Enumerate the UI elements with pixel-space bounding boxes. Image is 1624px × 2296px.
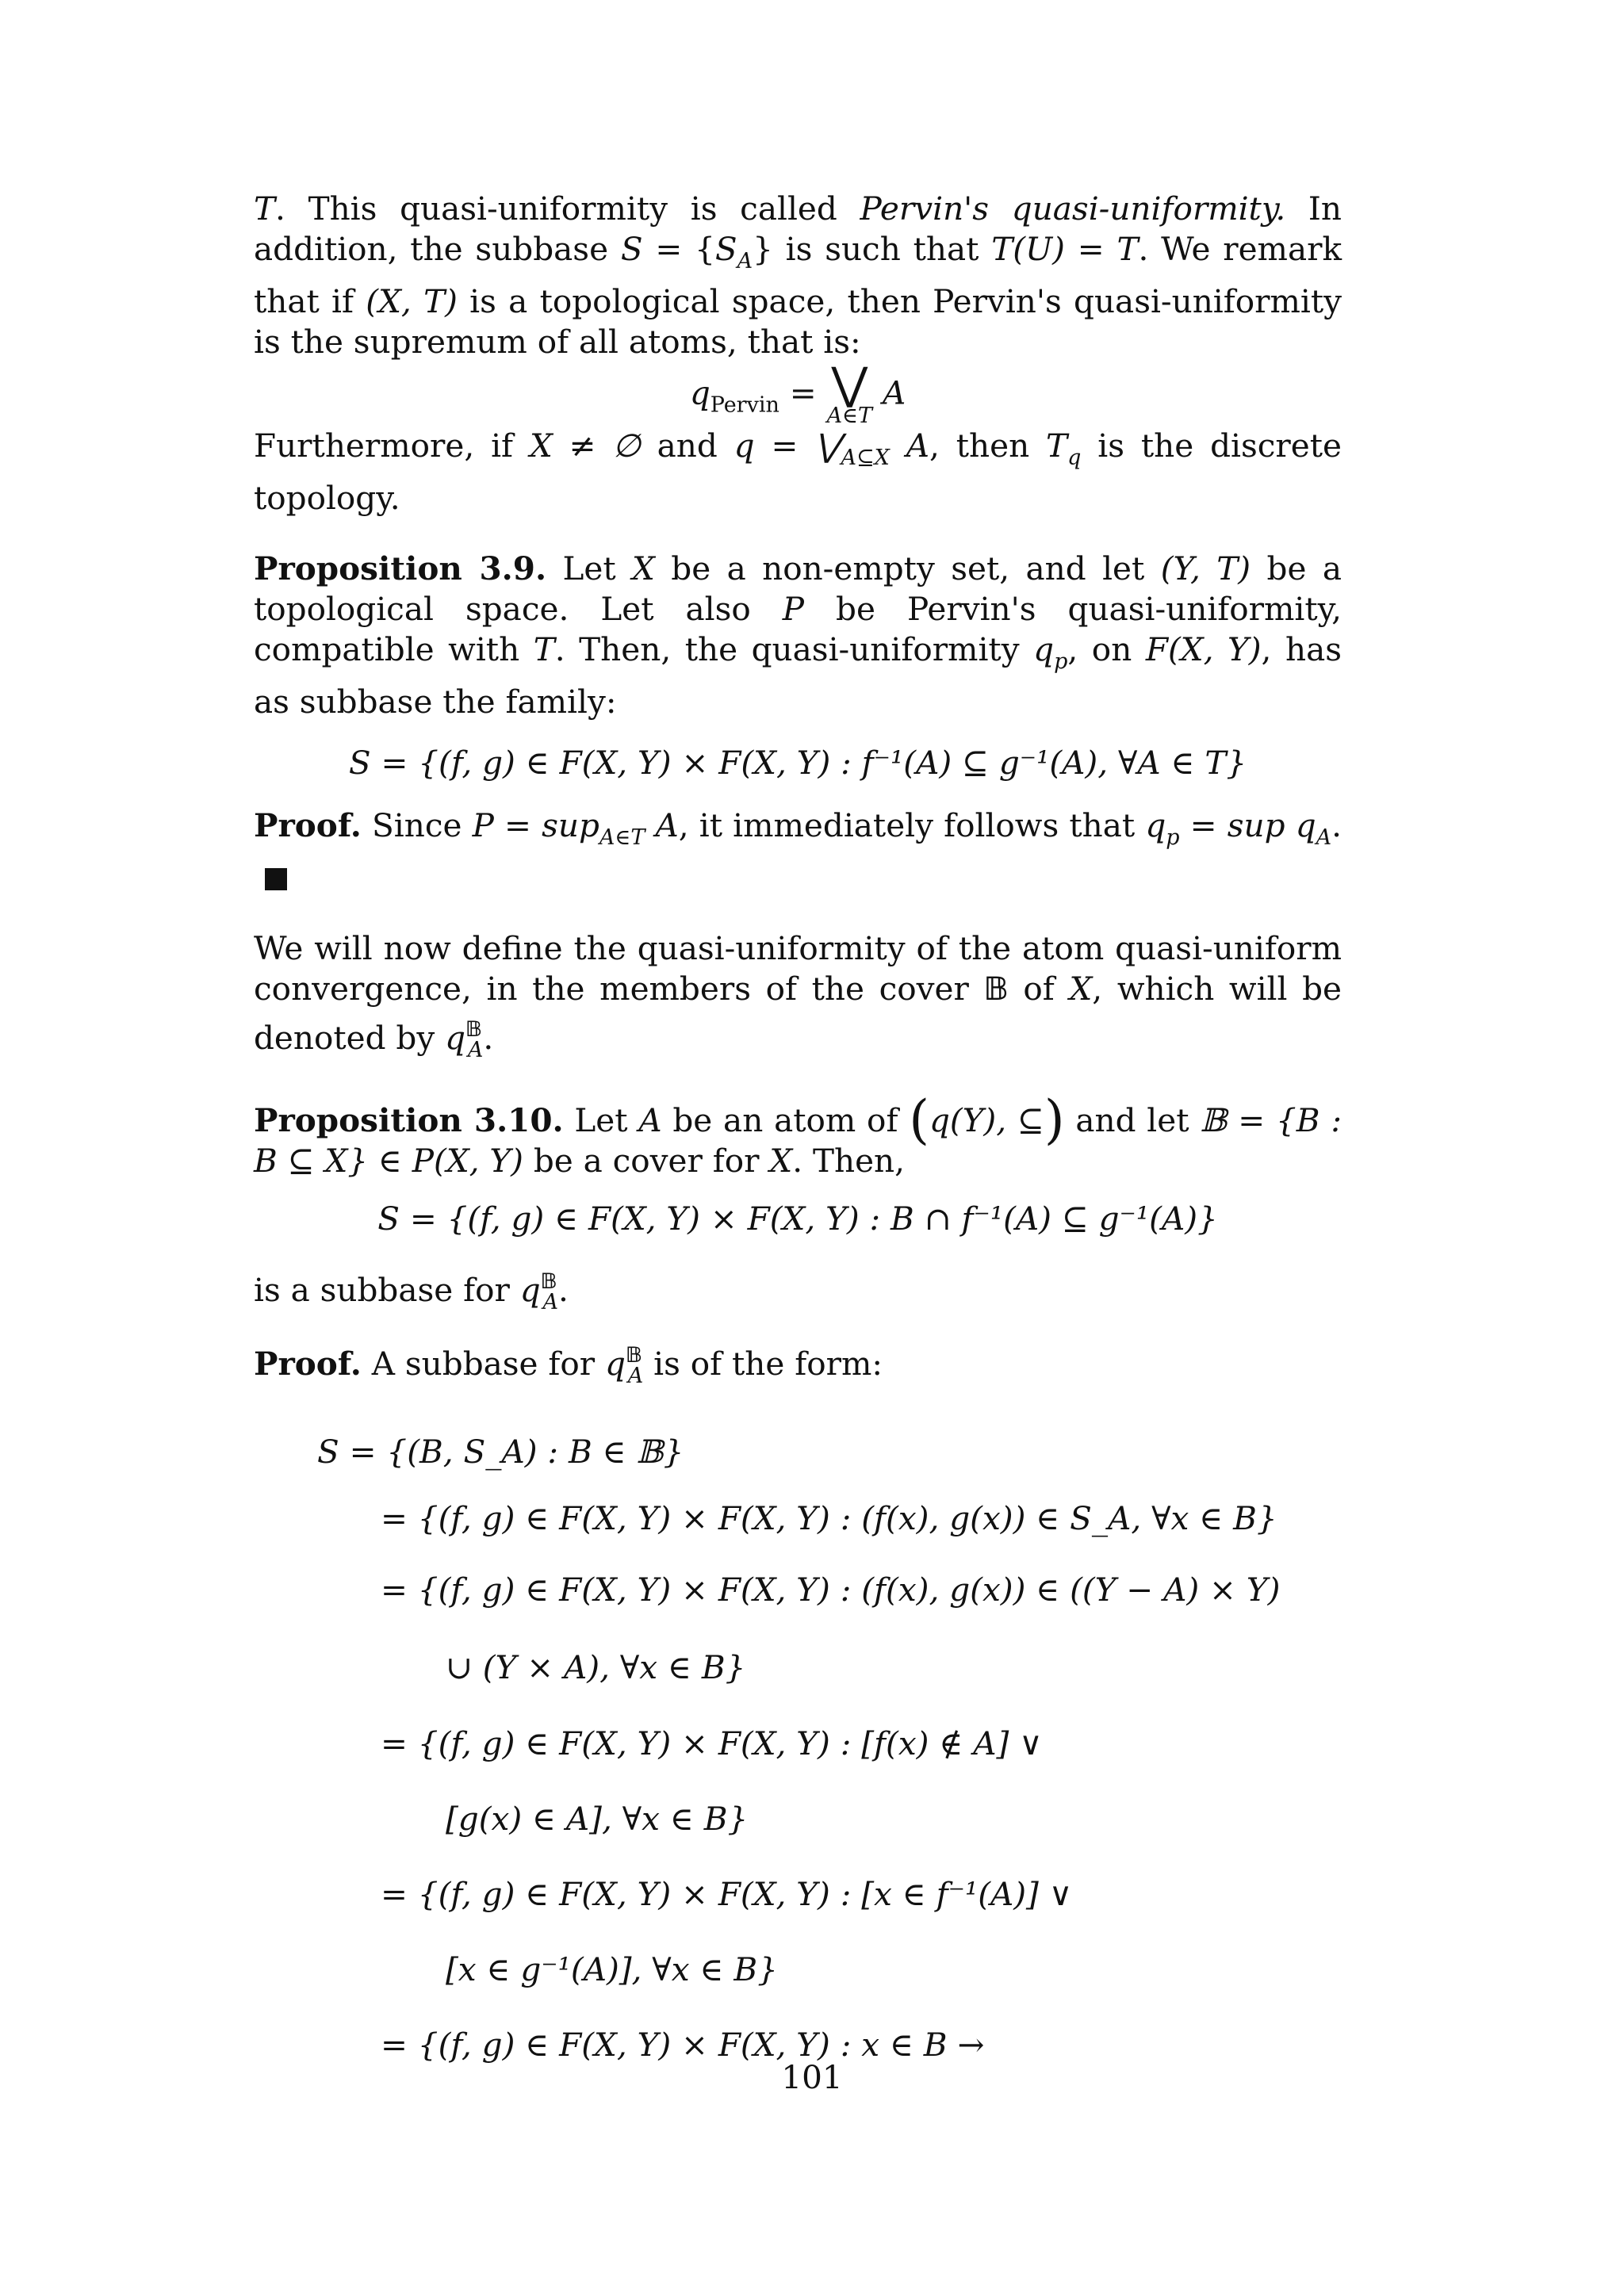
proposition-3-10: Proposition 3.10. Let A be an atom of (q(Y), ⊆) and let 𝔹 = {B : B ⊆ X} ∈ P(X, Y) be a cover for X. Then, bbox=[254, 1089, 1342, 1180]
qed-square-icon bbox=[265, 868, 287, 890]
derivation-line-9: = {(f, g) ∈ F(X, Y) × F(X, Y) : x ∈ B → bbox=[381, 2026, 985, 2064]
proof-label: Proof. bbox=[254, 1345, 362, 1383]
proposition-3-9: Proposition 3.9. Let X be a non-empty set, and let (Y, T) be a topological space. Let also P be Pervin's quasi-uniformity, compatible with T. Then, the quasi-uniformity $q_p$, on F(X, Y), has as subbase the family: bbox=[254, 549, 1342, 721]
derivation-line-4: ∪ (Y × A), ∀x ∈ B} bbox=[446, 1648, 746, 1686]
page-number: 101 bbox=[781, 2058, 843, 2096]
paragraph-pervin-intro: T. This quasi-uniformity is called Pervin's quasi-uniformity. In addition, the subbase $S = \{S_A\}$ is such that T(U) = T. We remark that if (X, T) is a topological space, then Pervin's quasi-uniformity is the supremum of all atoms, that is: bbox=[254, 189, 1342, 361]
equation-subbase-3-10: S = {(f, g) ∈ F(X, Y) × F(X, Y) : B ∩ f⁻¹(A) ⊆ g⁻¹(A)} bbox=[377, 1200, 1218, 1238]
proof-3-9: Proof. Since P = sup$_{A\in T}$ A, it immediately follows that $q_p$ = sup $q_A$. bbox=[254, 806, 1342, 898]
proposition-label: Proposition 3.10. bbox=[254, 1101, 564, 1139]
derivation-line-6: [g(x) ∈ A], ∀x ∈ B} bbox=[446, 1800, 749, 1838]
derivation-line-2: = {(f, g) ∈ F(X, Y) × F(X, Y) : (f(x), g(x)) ∈ S_A, ∀x ∈ B} bbox=[381, 1499, 1277, 1537]
derivation-line-8: [x ∈ g⁻¹(A)], ∀x ∈ B} bbox=[446, 1950, 778, 1988]
derivation-line-3: = {(f, g) ∈ F(X, Y) × F(X, Y) : (f(x), g(x)) ∈ ((Y − A) × Y) bbox=[381, 1571, 1281, 1609]
equation-pervin-supremum: $q_{Pervin}$ = ⋁ A∈T A bbox=[689, 358, 906, 428]
derivation-block bbox=[317, 1418, 1342, 2081]
derivation-line-1: S = {(B, S_A) : B ∈ 𝔹} bbox=[317, 1433, 684, 1471]
paragraph-discrete-topology: Furthermore, if X ≠ ∅ and $q = ⋁_{A⊆X}$ A, then $T_q$ is the discrete topology. bbox=[254, 427, 1342, 517]
derivation-line-7: = {(f, g) ∈ F(X, Y) × F(X, Y) : [x ∈ f⁻¹(A)] ∨ bbox=[381, 1875, 1073, 1913]
proof-label: Proof. bbox=[254, 806, 362, 844]
page-content bbox=[254, 189, 1342, 2081]
proof-3-10: Proof. A subbase for $q^𝔹_A$ is of the form: bbox=[254, 1343, 883, 1388]
equation-subbase-3-9: S = {(f, g) ∈ F(X, Y) × F(X, Y) : f⁻¹(A) ⊆ g⁻¹(A), ∀A ∈ T} bbox=[348, 744, 1247, 782]
derivation-line-5: = {(f, g) ∈ F(X, Y) × F(X, Y) : [f(x) ∉ A] ∨ bbox=[381, 1724, 1043, 1762]
proposition-label: Proposition 3.9. bbox=[254, 549, 547, 587]
paragraph-atom-convergence: We will now define the quasi-uniformity of the atom quasi-uniform convergence, in the members of the cover 𝔹 of X, which will be denoted by $q^𝔹_A$. bbox=[254, 929, 1342, 1062]
subbase-statement: is a subbase for $q^𝔹_A$. bbox=[254, 1269, 569, 1314]
